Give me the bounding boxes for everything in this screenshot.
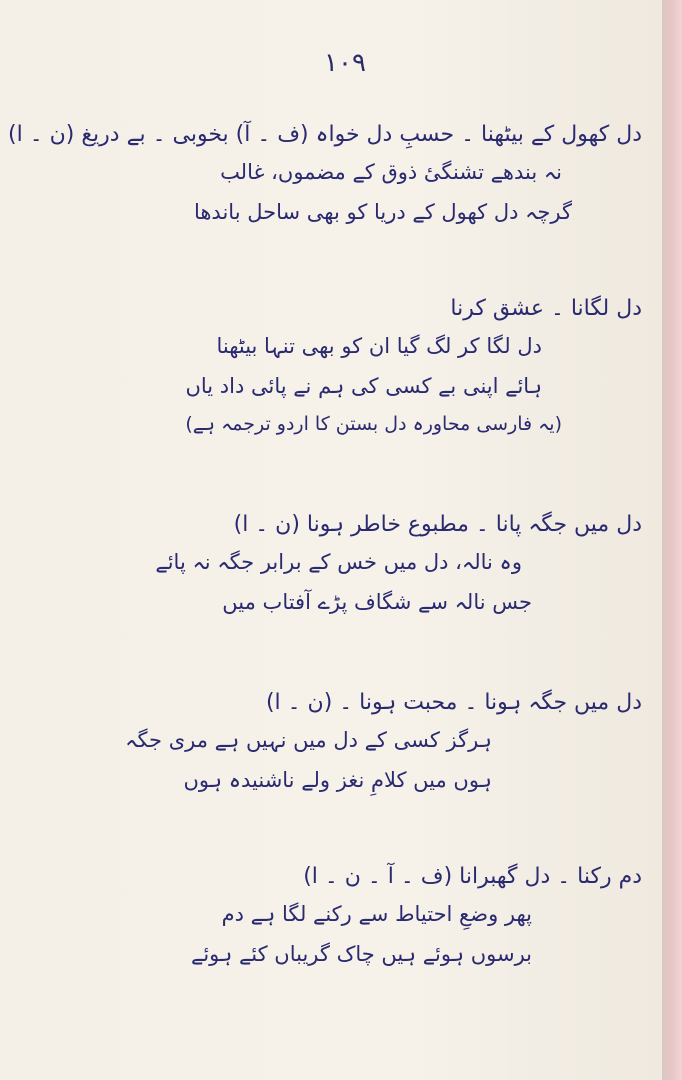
- entry-headword: دم رکنا ۔ دل گھبرانا (ف ۔ آ ۔ ن ۔ ا): [303, 864, 642, 889]
- page-edge: [662, 0, 682, 1080]
- verse-line: ہائے اپنی بے کسی کی ہم نے پائی داد یاں: [185, 374, 542, 398]
- entry-headword: دل میں جگہ پانا ۔ مطبوع خاطر ہونا (ن ۔ ا): [233, 512, 642, 537]
- entry-2: [80, 292, 642, 442]
- verse-line: وہ نالہ، دل میں خس کے برابر جگہ نہ پائے: [155, 550, 522, 574]
- verse-line: ہرگز کسی کے دل میں نہیں ہے مری جگہ: [125, 728, 492, 752]
- verse-line: جس نالہ سے شگاف پڑے آفتاب میں: [222, 590, 532, 614]
- entry-headword: دل کھول کے بیٹھنا ۔ حسبِ دل خواہ (ف ۔ آ) بخوبی ۔ بے دریغ (ن ۔ ا): [8, 122, 642, 147]
- entry-note: (یہ فارسی محاورہ دل بستن کا اردو ترجمہ ہے): [185, 413, 562, 435]
- entry-5: [80, 860, 642, 974]
- entry-headword: دل لگانا ۔ عشق کرنا: [450, 296, 642, 321]
- verse-line: نہ بندھے تشنگیٔ ذوق کے مضموں، غالب: [220, 160, 562, 184]
- verse-line: گرچہ دل کھول کے دریا کو بھی ساحل باندھا: [193, 200, 572, 224]
- verse-line: برسوں ہوئے ہیں چاک گریباں کئے ہوئے: [191, 942, 532, 966]
- verse-line: ہوں میں کلامِ نغز ولے ناشنیدہ ہوں: [183, 768, 492, 792]
- page-number: ۱۰۹: [324, 48, 366, 78]
- entry-3: [80, 508, 642, 622]
- entry-1: [8, 118, 642, 232]
- entry-4: [80, 686, 642, 800]
- verse-line: پھر وضعِ احتیاط سے رکنے لگا ہے دم: [221, 902, 532, 926]
- entry-headword: دل میں جگہ ہونا ۔ محبت ہونا ۔ (ن ۔ ا): [265, 690, 642, 715]
- verse-line: دل لگا کر لگ گیا ان کو بھی تنہا بیٹھنا: [216, 334, 542, 358]
